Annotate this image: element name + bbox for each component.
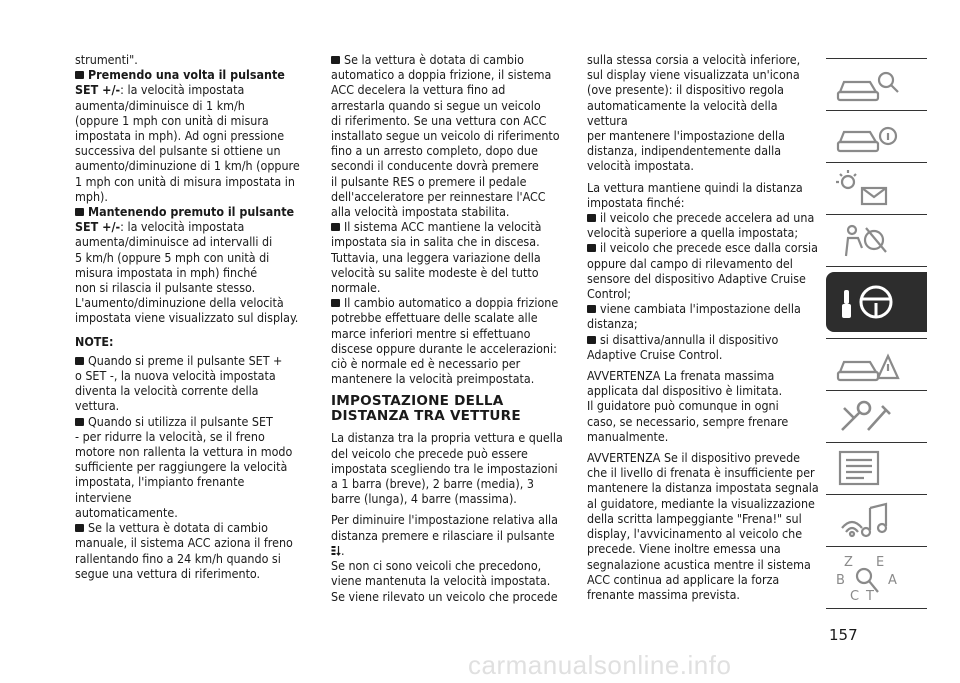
note-text: Se la vettura è dotata di cambio manuale, il sistema ACC aziona il freno rallentando fino a 24 km/h quando si segue una vettura di riferimento. <box>75 520 293 581</box>
bullet-item <box>75 67 300 204</box>
bullet-icon <box>331 56 340 64</box>
tab-specs[interactable] <box>826 446 927 490</box>
condition-text: il veicolo che precede accelera ad una velocità superiore a quella impostata; <box>587 210 815 241</box>
paragraph: La distanza tra la propria vettura e quella del veicolo che precede può essere impostata scegliendo tra le impostazioni a 1 barra (breve), 2 barre (media), 3 barre (lunga), 4 barre (massima). <box>331 430 563 507</box>
bullet-bold-label: Mantenendo premuto il pulsante SET +/- <box>75 204 295 235</box>
condition-text: viene cambiata l'impostazione della distanza; <box>587 301 801 332</box>
warning-lights-icon <box>826 166 927 210</box>
paragraph: La vettura mantiene quindi la distanza impostata finché: <box>587 179 803 210</box>
note-text: Quando si utilizza il pulsante SET - per ridurre la velocità, se il freno motore non rallenta la vettura in modo sufficiente per raggiungere la velocità impostata, l'impianto frenante interviene automaticamente. <box>75 413 293 520</box>
tab-divider <box>826 494 927 495</box>
tab-maintenance[interactable] <box>826 394 927 438</box>
note-item <box>331 295 563 386</box>
page-number: 157 <box>829 626 858 644</box>
tab-divider <box>826 214 927 215</box>
tab-index[interactable] <box>826 552 927 604</box>
tab-car-info[interactable] <box>826 114 927 158</box>
paragraph: Se non ci sono veicoli che precedono, viene mantenuta la velocità impostata. Se viene rilevato un veicolo che procede <box>331 558 558 604</box>
svg-text:Z: Z <box>844 555 853 570</box>
bullet-icon <box>587 214 596 222</box>
tab-divider <box>826 442 927 443</box>
svg-text:B: B <box>836 573 845 588</box>
bullet-icon <box>75 208 84 216</box>
car-accident-icon <box>826 342 927 386</box>
note-item <box>75 520 300 581</box>
condition-text: il veicolo che precede esce dalla corsia oppure dal campo di rilevamento del sensore del dispositivo Adaptive Cruise Control; <box>587 240 818 302</box>
bullet-icon <box>587 244 596 252</box>
condition-item <box>587 210 819 240</box>
tab-emergency[interactable] <box>826 342 927 386</box>
bullet-icon <box>331 223 340 231</box>
bullet-icon <box>75 524 84 532</box>
alphabet-index-icon <box>826 552 927 604</box>
steering-key-icon <box>826 272 927 332</box>
text-column-1 <box>75 52 300 581</box>
tab-divider <box>826 162 927 163</box>
tab-divider <box>826 338 927 339</box>
warning-paragraph: AVVERTENZA Se il dispositivo prevede che il livello di frenata è insufficiente per mantenere la distanza impostata segnala al guidatore, mediante la visualizzazione della scritta lampeggiante "Frena!" sul display, l'avvicinamento al veicolo che precede. Viene inoltre emessa una segnalazione acustica mentre il sistema ACC continua ad applicare la forza frenante massima prevista. <box>587 450 819 602</box>
svg-text:A: A <box>888 573 897 588</box>
tab-divider <box>826 58 927 59</box>
text-column-3 <box>587 52 819 602</box>
paragraph <box>331 512 563 558</box>
paragraph: strumenti". <box>75 52 138 67</box>
condition-item <box>587 240 819 301</box>
bullet-text: : la velocità impostata aumenta/diminuisce ad intervalli di 5 km/h (oppure 5 mph con unità di misura impostata in mph) finché non si rilascia il pulsante stesso. L'aumento/diminuzione della velocità impostata viene visualizzato sul display. <box>75 219 299 326</box>
text-column-2 <box>331 52 563 604</box>
note-text: Se la vettura è dotata di cambio automatico a doppia frizione, il sistema ACC decelera la vettura fino ad arrestarla quando si segue un veicolo di riferimento. Se una vettura con ACC installato segue un veicolo di riferimento fino a un arresto completo, dopo due secondi il conducente dovrà premere il pulsante RES o premere il pedale dell'acceleratore per reinnestare l'ACC alla velocità impostata stabilita. <box>331 52 560 220</box>
tab-divider <box>826 266 927 267</box>
tab-divider <box>826 608 927 609</box>
note-text: Il cambio automatico a doppia frizione potrebbe effettuare delle scalate alle marce inferiori mentre si effettuano discese oppure durante le accelerazioni: ciò è normale ed è necessario per mantenere la velocità preimpostata. <box>331 295 559 387</box>
section-heading: IMPOSTAZIONE DELLA DISTANZA TRA VETTURE <box>331 393 521 425</box>
specs-list-icon <box>826 446 927 490</box>
bullet-icon <box>587 336 596 344</box>
bullet-icon <box>587 305 596 313</box>
tab-divider <box>826 546 927 547</box>
note-item <box>331 219 563 295</box>
paragraph-text: Per diminuire l'impostazione relativa alla distanza premere e rilasciare il pulsante <box>331 512 558 543</box>
bullet-item <box>75 204 300 326</box>
multimedia-icon <box>826 498 927 542</box>
svg-text:C: C <box>850 589 860 604</box>
wrench-tools-icon <box>826 394 927 438</box>
note-item <box>75 414 300 520</box>
notes-title: NOTE: <box>75 333 114 349</box>
bullet-icon <box>75 418 84 426</box>
note-text: Il sistema ACC mantiene la velocità impostata sia in salita che in discesa. Tuttavia, una leggera variazione della velocità su salite modeste è del tutto normale. <box>331 219 542 296</box>
watermark: carmanualsonline.info <box>468 650 732 680</box>
tab-warning-lights[interactable] <box>826 166 927 210</box>
warning-paragraph: AVVERTENZA La frenata massima applicata dal dispositivo è limitata. Il guidatore può comunque in ogni caso, se necessario, sempre frenare manualmente. <box>587 368 789 444</box>
car-search-icon <box>826 62 927 106</box>
bullet-icon <box>75 71 84 79</box>
note-text: Quando si preme il pulsante SET + o SET -, la nuova velocità impostata diventa la velocità corrente della vettura. <box>75 352 283 414</box>
svg-text:T: T <box>866 589 874 604</box>
tab-divider <box>826 390 927 391</box>
condition-text: si disattiva/annulla il dispositivo Adaptive Cruise Control. <box>587 331 779 362</box>
paragraph: sulla stessa corsia a velocità inferiore, sul display viene visualizzata un'icona (ove presente): il dispositivo regola automaticamente la velocità della vettura per mantenere l'impostazione della distanza, indipendentemente dalla velocità impostata. <box>587 52 801 174</box>
tab-multimedia[interactable] <box>826 498 927 542</box>
bullet-bold-label: Premendo una volta il pulsante SET +/- <box>75 67 285 98</box>
paragraph-end: . <box>341 542 345 558</box>
airbag-safety-icon <box>826 218 927 262</box>
note-item <box>331 52 563 219</box>
bullet-icon <box>331 299 340 307</box>
note-item <box>75 353 300 414</box>
condition-item <box>587 301 819 331</box>
car-info-icon <box>826 114 927 158</box>
distance-button-icon <box>331 545 341 556</box>
bullet-text: : la velocità impostata aumenta/diminuisce di 1 km/h (oppure 1 mph con unità di misura impostata in mph). Ad ogni pressione successiva del pulsante si ottiene un aumento/diminuzione di 1 km/h (oppure 1 mph con unità di misura impostata in mph). <box>75 82 300 204</box>
svg-text:E: E <box>876 555 885 570</box>
bullet-icon <box>75 357 84 365</box>
tab-starting-driving[interactable] <box>826 272 927 332</box>
condition-item <box>587 332 819 362</box>
tab-safety[interactable] <box>826 218 927 262</box>
tab-divider <box>826 110 927 111</box>
tab-car-search[interactable] <box>826 62 927 106</box>
